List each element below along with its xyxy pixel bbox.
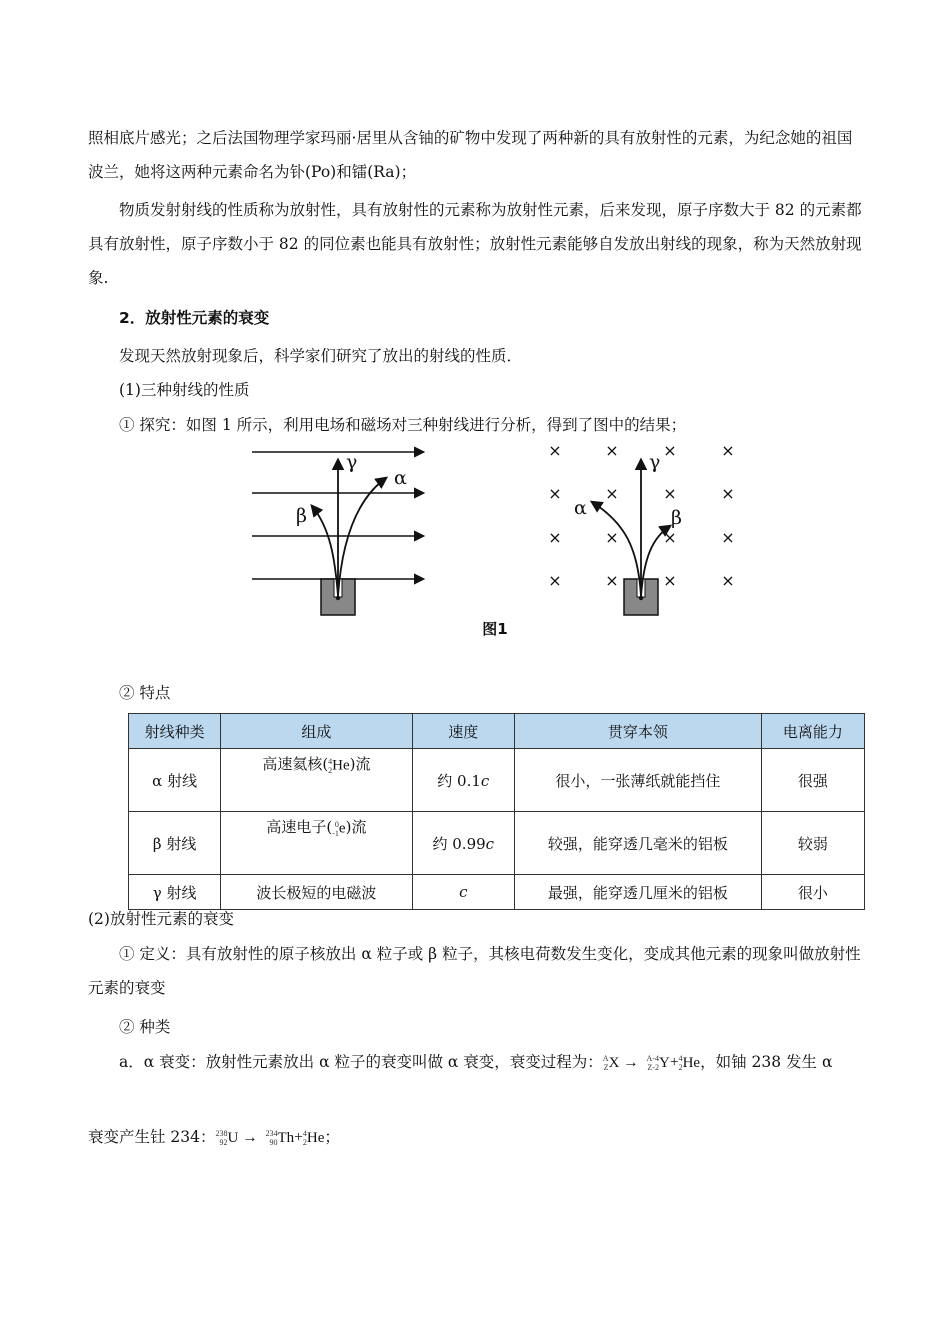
ray-properties-table (128, 713, 865, 910)
ray-type-cell: γ 射线 (129, 875, 221, 910)
composition-cell: 高速电子( 0 -1e)流 (221, 812, 412, 875)
alpha-decay-line: a．α 衰变：放射性元素放出 α 粒子的衰变叫做 α 衰变，衰变过程为：A ZX → A-4 Z-2Y+4 2He，如铀 238 发生 α (119, 1053, 833, 1073)
penetration-cell: 很小，一张薄纸就能挡住 (515, 749, 762, 812)
ionization-cell: 很小 (761, 875, 864, 910)
speed-cell: c (412, 875, 514, 910)
paragraph-radioactivity: 物质发射射线的性质称为放射性，具有放射性的元素称为放射性元素，后来发现，原子序数大于 82 的元素都具有放射性，原子序数小于 82 的同位素也能具有放射性；放射性元素能够自发放出射线的现象，称为天然放射现象. (88, 201, 862, 287)
svg-text:×: × (663, 571, 677, 590)
svg-text:×: × (548, 528, 562, 547)
svg-text:×: × (548, 484, 562, 503)
svg-text:×: × (548, 441, 562, 460)
explore-text: ① 探究：如图 1 所示，利用电场和磁场对三种射线进行分析，得到了图中的结果； (119, 416, 687, 434)
table-row (129, 812, 865, 875)
svg-text:×: × (663, 528, 677, 547)
paragraph-curie: 照相底片感光；之后法国物理学家玛丽·居里从含铀的矿物中发现了两种新的具有放射性的元素，为纪念她的祖国波兰，她将这两种元素命名为钋(Po)和镭(Ra)； (88, 129, 853, 181)
features-label: ② 特点 (119, 684, 171, 702)
electron-nuclide: 0 -1e (332, 819, 346, 838)
table-header: 速度 (412, 714, 514, 749)
svg-text:×: × (605, 484, 619, 503)
svg-text:×: × (663, 484, 677, 503)
table-row (129, 749, 865, 812)
penetration-cell: 最强，能穿透几厘米的铝板 (515, 875, 762, 910)
composition-cell: 波长极短的电磁波 (221, 875, 412, 910)
types-label: ② 种类 (119, 1018, 171, 1036)
decay-definition: ① 定义：具有放射性的原子核放出 α 粒子或 β 粒子，其核电荷数发生变化，变成其他元素的现象叫做放射性元素的衰变 (88, 945, 861, 997)
svg-text:×: × (605, 441, 619, 460)
table-header: 电离能力 (761, 714, 864, 749)
uranium-decay-equation: 238 92U → 234 90Th+4 2He (215, 1129, 325, 1148)
alpha-decay-equation: A ZX → A-4 Z-2Y+4 2He (602, 1054, 701, 1073)
svg-text:×: × (548, 571, 562, 590)
svg-text:×: × (721, 441, 735, 460)
helium-nuclide: 4 2He (328, 756, 350, 775)
alpha-label-left: α (394, 467, 407, 489)
table-header: 射线种类 (129, 714, 221, 749)
svg-text:×: × (605, 528, 619, 547)
svg-text:×: × (605, 571, 619, 590)
composition-cell: 高速氦核(4 2He)流 (221, 749, 412, 812)
figure-caption: 图1 (482, 620, 508, 638)
svg-text:×: × (721, 484, 735, 503)
svg-text:×: × (721, 528, 735, 547)
table-header-row (129, 714, 865, 749)
ray-type-cell: α 射线 (129, 749, 221, 812)
ionization-cell: 很强 (761, 749, 864, 812)
alpha-label-right: α (574, 497, 587, 519)
speed-cell: 约 0.99c (412, 812, 514, 875)
gamma-label-left: γ (346, 451, 358, 473)
subheading-decay: (2)放射性元素的衰变 (88, 910, 234, 928)
penetration-cell: 较强，能穿透几毫米的铝板 (515, 812, 762, 875)
beta-label-left: β (296, 505, 307, 527)
table-header: 组成 (221, 714, 412, 749)
speed-cell: 约 0.1c (412, 749, 514, 812)
subheading-ray-properties: (1)三种射线的性质 (119, 381, 250, 399)
svg-text:×: × (663, 441, 677, 460)
svg-text:×: × (721, 571, 735, 590)
gamma-label-right: γ (649, 451, 661, 473)
table-header: 贯穿本领 (515, 714, 762, 749)
beta-label-right: β (671, 507, 682, 529)
section-heading: 2．放射性元素的衰变 (119, 309, 270, 327)
uranium-example-line: 衰变产生钍 234：238 92U → 234 90Th+4 2He； (88, 1128, 340, 1148)
ray-type-cell: β 射线 (129, 812, 221, 875)
figure-1-diagram (240, 438, 760, 628)
ionization-cell: 较弱 (761, 812, 864, 875)
section-intro: 发现天然放射现象后，科学家们研究了放出的射线的性质． (119, 347, 523, 365)
